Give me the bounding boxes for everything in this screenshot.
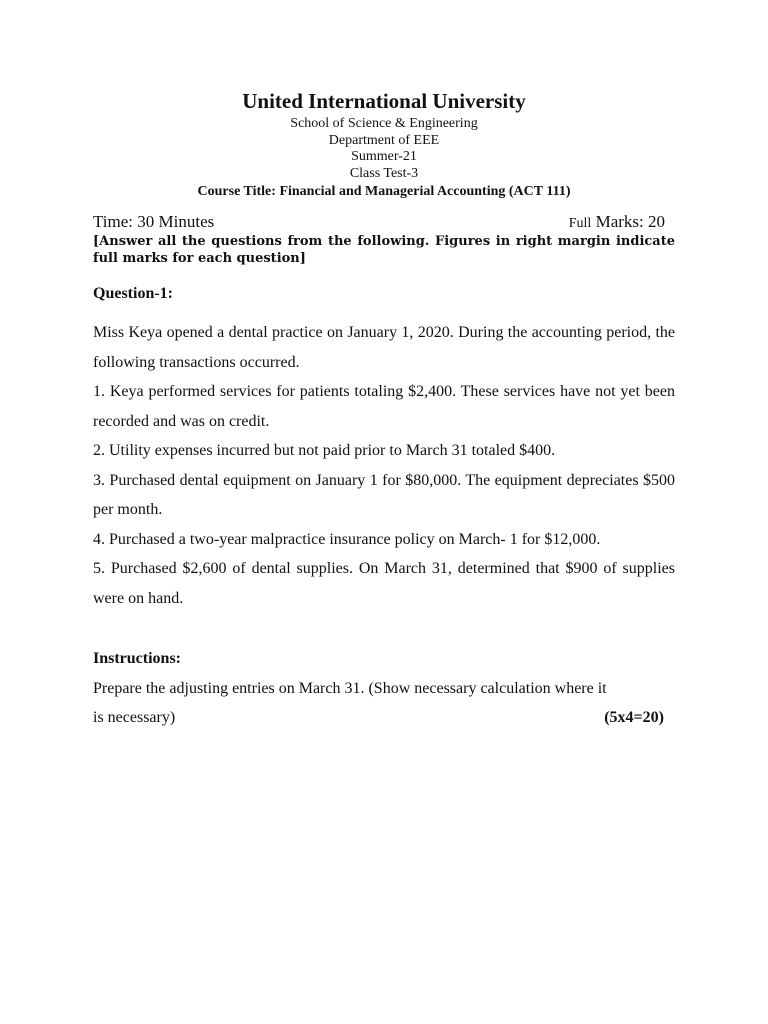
time-limit: Time: 30 Minutes: [93, 212, 215, 231]
transaction-item: 5. Purchased $2,600 of dental supplies. On March 31, determined that $900 of supplies were on hand.: [93, 560, 675, 607]
transaction-item: 3. Purchased dental equipment on January 1 for $80,000. The equipment depreciates $500 per month.: [93, 471, 675, 518]
exam-instruction-note: [Answer all the questions from the following. Figures in right margin indicate full marks for each question]: [93, 234, 675, 266]
test-label: Class Test-3: [349, 165, 419, 181]
question-heading: Question-1:: [93, 285, 173, 302]
instructions-text: Prepare the adjusting entries on March 31. (Show necessary calculation where it: [93, 679, 607, 697]
exam-header: [0, 86, 768, 201]
instructions-text-cont: is necessary): [93, 709, 176, 726]
transaction-item: 1. Keya performed services for patients totaling $2,400. These services have not yet been recorded and was on credit.: [93, 383, 675, 430]
full-label: Full: [568, 216, 592, 231]
question-body: [93, 318, 675, 613]
question-intro: Miss Keya opened a dental practice on January 1, 2020. During the accounting period, the following transactions occurred.: [93, 324, 675, 371]
university-name: United International University: [242, 89, 526, 113]
instructions-marks-row: [93, 703, 675, 733]
full-marks: [569, 212, 665, 232]
instructions-section: [93, 644, 675, 733]
question-marks: (5x4=20): [604, 709, 664, 726]
instructions-heading: Instructions:: [93, 650, 182, 667]
department-name: Department of EEE: [328, 132, 440, 148]
transaction-item: 2. Utility expenses incurred but not paid prior to March 31 totaled $400.: [93, 442, 556, 459]
school-name: School of Science & Engineering: [290, 116, 478, 131]
marks-value: Marks: 20: [595, 212, 665, 231]
exam-meta-row: [93, 212, 665, 234]
course-title: Course Title: Financial and Managerial Accounting (ACT 111): [197, 184, 571, 199]
transaction-item: 4. Purchased a two-year malpractice insurance policy on March- 1 for $12,000.: [93, 530, 601, 548]
term-label: Summer-21: [351, 149, 417, 164]
